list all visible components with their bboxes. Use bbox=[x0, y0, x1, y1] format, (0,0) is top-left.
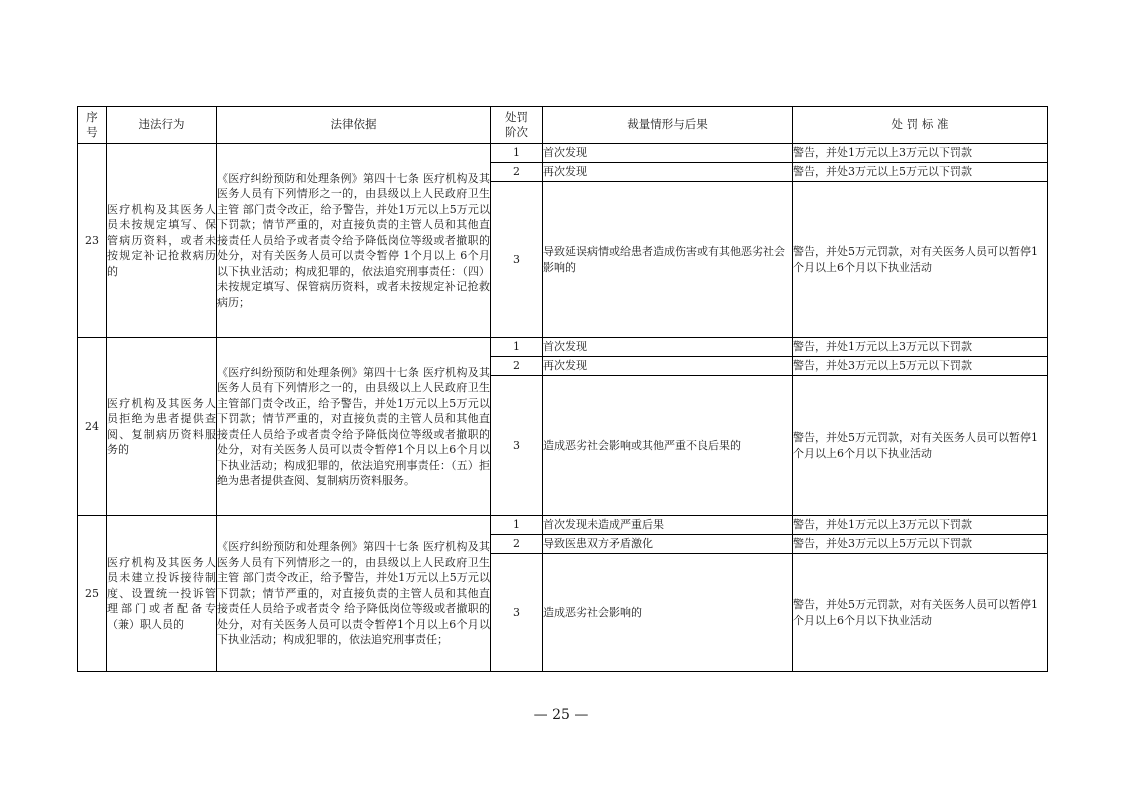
level-cell: 3 bbox=[491, 554, 543, 672]
level-cell: 2 bbox=[491, 535, 543, 554]
standard-cell: 警告，并处5万元罚款，对有关医务人员可以暂停1个月以上6个月以下执业活动 bbox=[793, 554, 1048, 672]
page-number: — 25 — bbox=[533, 707, 589, 723]
situation-cell: 导致医患双方矛盾激化 bbox=[543, 535, 793, 554]
situation-cell: 导致延误病情或给患者造成伤害或有其他恶劣社会影响的 bbox=[543, 182, 793, 338]
row-seq: 25 bbox=[78, 516, 107, 672]
row-seq: 24 bbox=[78, 338, 107, 516]
level-cell: 1 bbox=[491, 338, 543, 357]
table-row bbox=[78, 516, 1048, 535]
row-violation: 医疗机构及其医务人员未按规定填写、保管病历资料，或者未按规定补记抢救病历的 bbox=[107, 144, 217, 338]
row-legal-basis: 《医疗纠纷预防和处理条例》第四十七条 医疗机构及其医务人员有下列情形之一的，由县级以上人民政府卫生主管 部门责令改正，给予警告，并处1万元以上5万元以下罚款；情节严重的，对直接负责的主管人员和其他直接责任人员给予或者责令 给予降低岗位等级或者撤职的处分，对有关医务人员可以责令暂停1个月以上6个月以下执业活动；构成犯罪的，依法追究刑事责任； bbox=[217, 516, 491, 672]
level-cell: 1 bbox=[491, 516, 543, 535]
level-cell: 3 bbox=[491, 376, 543, 516]
situation-cell: 首次发现 bbox=[543, 338, 793, 357]
situation-cell: 再次发现 bbox=[543, 357, 793, 376]
table-row bbox=[78, 144, 1048, 163]
table-row bbox=[78, 338, 1048, 357]
row-seq: 23 bbox=[78, 144, 107, 338]
row-legal-basis: 《医疗纠纷预防和处理条例》第四十七条 医疗机构及其医务人员有下列情形之一的，由县级以上人民政府卫生主管部门责令改正，给予警告，并处1万元以上5万元以下罚款；情节严重的，对直接负责的主管人员和其他直接责任人员给予或者责令给予降低岗位等级或者撤职的处分，对有关医务人员可以责令暂停1个月以上6个月以下执业活动；构成犯罪的，依法追究刑事责任：（五）拒绝为患者提供查阅、复制病历资料服务。 bbox=[217, 338, 491, 516]
standard-cell: 警告，并处3万元以上5万元以下罚款 bbox=[793, 163, 1048, 182]
standard-cell: 警告，并处5万元罚款，对有关医务人员可以暂停1个月以上6个月以下执业活动 bbox=[793, 182, 1048, 338]
standard-cell: 警告，并处1万元以上3万元以下罚款 bbox=[793, 144, 1048, 163]
header-seq: 序 号 bbox=[78, 107, 107, 144]
standard-cell: 警告，并处5万元罚款，对有关医务人员可以暂停1个月以上6个月以下执业活动 bbox=[793, 376, 1048, 516]
level-cell: 2 bbox=[491, 163, 543, 182]
situation-cell: 首次发现 bbox=[543, 144, 793, 163]
header-row bbox=[78, 107, 1048, 144]
standard-cell: 警告，并处3万元以上5万元以下罚款 bbox=[793, 357, 1048, 376]
situation-cell: 再次发现 bbox=[543, 163, 793, 182]
standard-cell: 警告，并处1万元以上3万元以下罚款 bbox=[793, 338, 1048, 357]
header-law: 法律依据 bbox=[217, 107, 491, 144]
situation-cell: 造成恶劣社会影响或其他严重不良后果的 bbox=[543, 376, 793, 516]
header-situation: 裁量情形与后果 bbox=[543, 107, 793, 144]
header-act: 违法行为 bbox=[107, 107, 217, 144]
situation-cell: 首次发现未造成严重后果 bbox=[543, 516, 793, 535]
header-level: 处罚 阶次 bbox=[491, 107, 543, 144]
level-cell: 1 bbox=[491, 144, 543, 163]
standard-cell: 警告，并处1万元以上3万元以下罚款 bbox=[793, 516, 1048, 535]
row-violation: 医疗机构及其医务人员未建立投诉接待制度、设置统一投诉管理部门或者配备专（兼）职人员的 bbox=[107, 516, 217, 672]
penalty-standards-table bbox=[77, 106, 1048, 672]
level-cell: 3 bbox=[491, 182, 543, 338]
situation-cell: 造成恶劣社会影响的 bbox=[543, 554, 793, 672]
row-legal-basis: 《医疗纠纷预防和处理条例》第四十七条 医疗机构及其医务人员有下列情形之一的，由县级以上人民政府卫生主管 部门责令改正，给予警告，并处1万元以上5万元以下罚款；情节严重的，对直接负责的主管人员和其他直接责任人员给予或者责令给予降低岗位等级或者撤职的处分，对有关医务人员可以责令暂停 1个月以上 6个月以下执业活动；构成犯罪的，依法追究刑事责任：（四）未按规定填写、保管病历资料，或者未按规定补记抢救病历； bbox=[217, 144, 491, 338]
standard-cell: 警告，并处3万元以上5万元以下罚款 bbox=[793, 535, 1048, 554]
header-standard: 处 罚 标 准 bbox=[793, 107, 1048, 144]
row-violation: 医疗机构及其医务人员拒绝为患者提供查阅、复制病历资料服务的 bbox=[107, 338, 217, 516]
level-cell: 2 bbox=[491, 357, 543, 376]
